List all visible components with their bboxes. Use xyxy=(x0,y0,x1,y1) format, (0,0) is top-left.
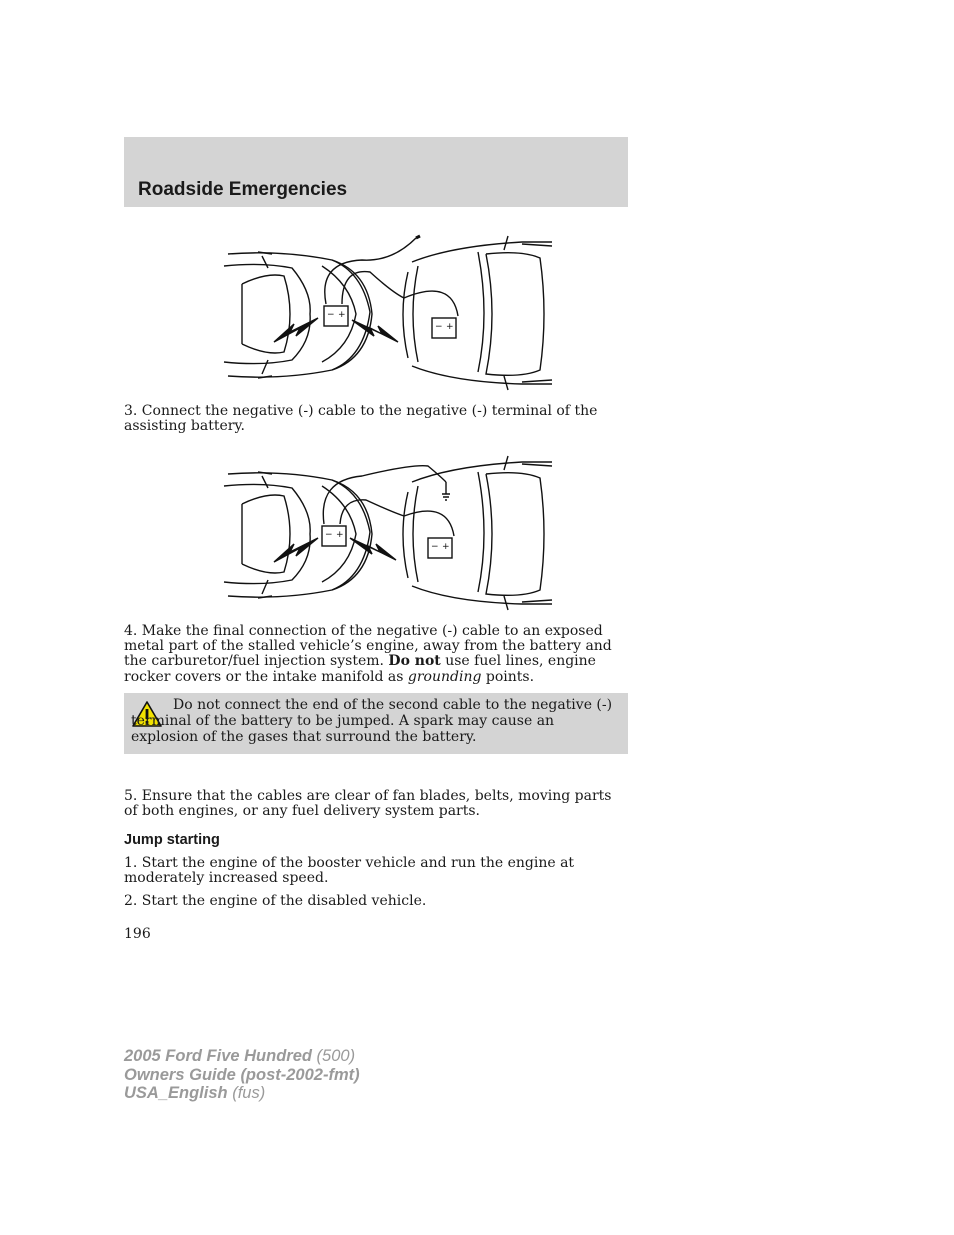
jump-cable-diagram-1 xyxy=(222,232,558,395)
step-3-text: 3. Connect the negative (-) cable to the negative (-) terminal of the assisting battery. xyxy=(124,403,598,435)
section-title: Roadside Emergencies xyxy=(138,179,348,200)
warning-text: Do not connect the end of the second cable to the negative (-) terminal of the battery to be jumped. A spark may cause an explosion of the gases that surround the battery. xyxy=(131,697,613,745)
step-4-text: 4. Make the final connection of the negative (-) cable to an exposed metal part of the stalled vehicle’s engine, away from the battery and the carburetor/fuel injection system. Do not use fuel lines, engine rocker covers or the intake manifold as grounding points. xyxy=(124,623,612,685)
positive-terminal-label: + xyxy=(338,310,346,320)
jump-cable-diagram-2 xyxy=(222,452,558,615)
positive-terminal-label: + xyxy=(446,322,454,332)
jumper-cable xyxy=(325,238,416,304)
negative-terminal-label: − xyxy=(435,322,443,332)
jump-starting-heading: Jump starting xyxy=(124,832,220,848)
ground-point-icon xyxy=(442,482,450,500)
disabled-car-illustration xyxy=(224,472,372,598)
negative-terminal-label: − xyxy=(431,542,439,552)
jump-step-1-text: 1. Start the engine of the booster vehicle and run the engine at moderately increased speed. xyxy=(124,855,575,887)
jumper-cable xyxy=(340,500,454,536)
page-number: 196 xyxy=(124,926,151,942)
positive-terminal-label: + xyxy=(442,542,450,552)
document-footer: 2005 Ford Five Hundred (500) Owners Guide (post-2002-fmt) USA_English (fus) xyxy=(124,1047,360,1102)
assisting-car-illustration xyxy=(403,456,552,610)
warning-box xyxy=(124,693,628,754)
section-header-band xyxy=(124,137,628,207)
negative-terminal-label: − xyxy=(327,310,335,320)
positive-terminal-label: + xyxy=(336,530,344,540)
assisting-car-illustration xyxy=(403,236,552,390)
disabled-car-illustration xyxy=(224,252,372,378)
step-5-text: 5. Ensure that the cables are clear of fan blades, belts, moving parts of both engines, or any fuel delivery system parts. xyxy=(124,788,612,820)
jump-step-2-text: 2. Start the engine of the disabled vehicle. xyxy=(124,893,427,909)
emphasis-do-not: Do not xyxy=(388,653,441,670)
negative-terminal-label: − xyxy=(325,530,333,540)
emphasis-grounding: grounding xyxy=(407,668,482,685)
